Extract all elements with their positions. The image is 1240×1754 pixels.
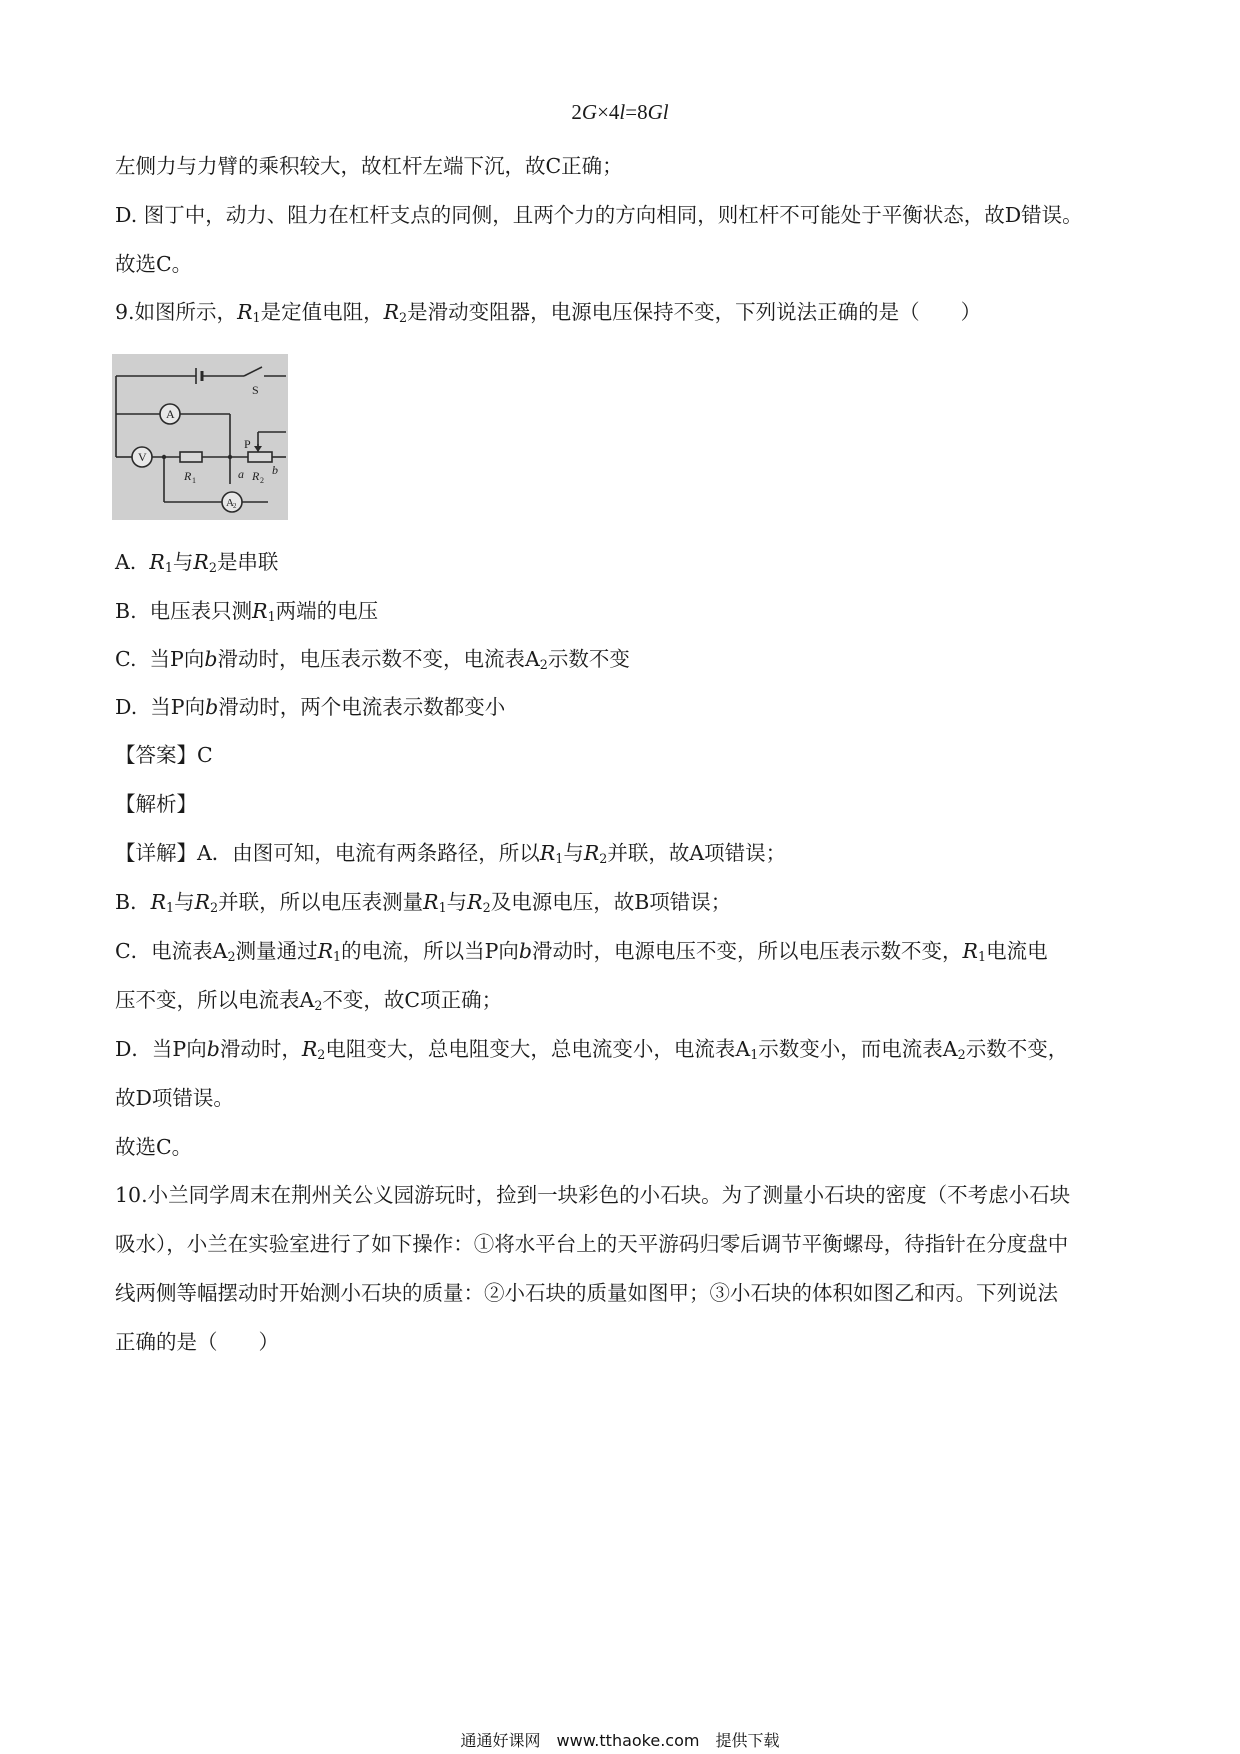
- question-10-line-2: 吸水），小兰在实验室进行了如下操作：①将水平台上的天平游码归零后调节平衡螺母，待指针在分度盘中: [115, 1232, 1069, 1256]
- detail-line-a: 【详解】A．由图可知，电流有两条路径，所以$R_1$与$R_2$并联，故A项错误；: [115, 841, 787, 866]
- fig-label-voltmeter: V: [138, 450, 147, 464]
- text-line-d-explanation: D. 图丁中，动力、阻力在杠杆支点的同侧，且两个力的方向相同，则杠杆不可能处于平衡状态，故D错误。: [115, 203, 1083, 227]
- question-9-stem: 9.如图所示，$R_1$是定值电阻，$R_2$是滑动变阻器，电源电压保持不变，下列说法正确的是（ ）: [115, 300, 982, 325]
- fig-label-r1-sub: 1: [192, 476, 196, 485]
- question-10-line-1: 10.小兰同学周末在荆州关公义园游玩时，捡到一块彩色的小石块。为了测量小石块的密度（不考虑小石块: [115, 1183, 1071, 1207]
- q9-selection: 故选C。: [115, 1135, 193, 1159]
- fig-label-switch: S: [252, 383, 259, 397]
- text-line-prev-selection: 故选C。: [115, 252, 193, 276]
- fig-label-r2: R: [252, 469, 260, 483]
- circuit-diagram: [112, 354, 288, 520]
- detail-line-d2: 故D项错误。: [115, 1086, 234, 1110]
- answer-tag: 【答案】: [115, 743, 197, 767]
- option-b: B. 电压表只测$R_1$两端的电压: [115, 599, 379, 624]
- question-10-line-3: 线两侧等幅摆动时开始测小石块的质量：②小石块的质量如图甲；③小石块的体积如图乙和丙。下列说法: [115, 1281, 1058, 1305]
- fig-label-r1: R: [184, 469, 192, 483]
- detail-line-c2: 压不变，所以电流表$A_2$不变，故C项正确；: [115, 988, 503, 1013]
- answer-line: [115, 741, 1135, 769]
- fig-label-slider-p: P: [244, 437, 251, 451]
- detail-line-d1: D．当P向b滑动时，$R_2$电阻变大，总电阻变大，总电流变小，电流表$A_1$示数变小，而电流表$A_2$示数不变，: [115, 1037, 1069, 1062]
- fig-label-a: a: [238, 467, 244, 481]
- option-c: C. 当P向b滑动时，电压表示数不变，电流表$A_2$示数不变: [115, 647, 630, 672]
- option-d: D. 当P向b滑动时，两个电流表示数都变小: [115, 695, 506, 719]
- fig-label-b: b: [272, 463, 278, 477]
- detail-line-c1: C．电流表$A_2$测量通过$R_1$的电流，所以当P向b滑动时，电源电压不变，所以电压表示数不变，$R_1$电流电: [115, 939, 1048, 964]
- analysis-tag: 【解析】: [115, 792, 197, 816]
- question-10-line-4: 正确的是（ ）: [115, 1330, 279, 1354]
- page-footer: 通通好课网 www.tthaoke.com 提供下载: [460, 1731, 780, 1750]
- answer-value: C: [197, 743, 213, 767]
- text-line-c-conclusion: 左侧力与力臂的乘积较大，故杠杆左端下沉，故C正确；: [115, 154, 623, 178]
- option-a: A. $R_1$与$R_2$是串联: [115, 550, 279, 575]
- fig-label-ammeter-a: A: [166, 407, 175, 421]
- detail-line-b: B．$R_1$与$R_2$并联，所以电压表测量$R_1$与$R_2$及电源电压，故B项错误；: [115, 890, 732, 915]
- fig-label-ammeter-a2-sub: 2: [233, 502, 237, 510]
- fig-label-ammeter-a2: A: [226, 497, 234, 509]
- equation-line: 2G×4l=8Gl: [571, 100, 669, 124]
- fig-label-r2-sub: 2: [260, 476, 264, 485]
